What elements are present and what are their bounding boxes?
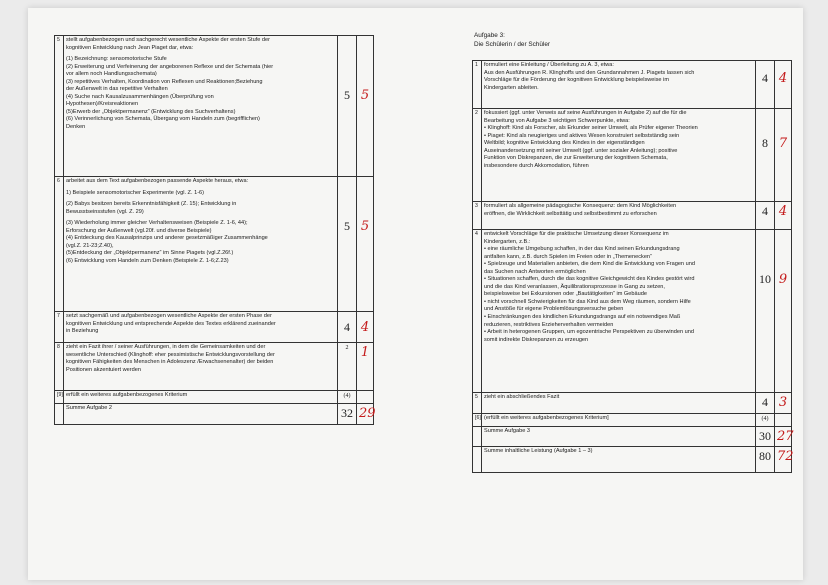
- criteria-line: formuliert eine Einleitung / Überleitung zu A. 3, etwa:: [484, 62, 614, 68]
- awarded-points-cell: [775, 447, 792, 473]
- awarded-points-cell: [775, 109, 792, 202]
- max-points-cell: [338, 404, 357, 425]
- criteria-line: arbeitet aus dem Text aufgabenbezogen passende Aspekte heraus, etwa:: [66, 178, 249, 184]
- awarded-points: 9: [778, 272, 788, 287]
- criteria-text: [64, 404, 338, 425]
- max-points-cell: [756, 61, 775, 109]
- criteria-row: [473, 202, 792, 230]
- awarded-points-cell: [357, 36, 374, 177]
- criteria-line: • Situationen schaffen, durch die das kognitive Gleichgewicht des Kindes gestört wird: [484, 276, 695, 283]
- criteria-number: 4: [473, 230, 482, 393]
- max-points-cell: [756, 426, 775, 447]
- criteria-line: formuliert als allgemeine pädagogische Konsequenz: dem Kind Möglichkeiten: [484, 203, 677, 209]
- criteria-row: [473, 230, 792, 393]
- awarded-points-cell: [775, 393, 792, 414]
- criteria-number: 1: [473, 61, 482, 109]
- criteria-line: und Anstöße für eigene Problemlösungsversuche geben: [484, 306, 624, 313]
- criteria-line: setzt sachgemäß und aufgabenbezogen wesentliche Aspekte der ersten Phase der: [66, 313, 272, 319]
- criteria-row: [55, 343, 374, 391]
- max-points: 4: [762, 395, 768, 409]
- criteria-row: [55, 36, 374, 177]
- criteria-text: [482, 230, 756, 393]
- awarded-points: 4: [778, 204, 788, 219]
- awarded-points-cell: [357, 404, 374, 425]
- max-points-cell: [756, 202, 775, 230]
- criteria-line: beispielsweise bei Exkursionen oder „Bautätigkeiten“ im Gebäude: [484, 291, 647, 298]
- awarded-points: 5: [360, 219, 370, 234]
- criteria-number: 8: [55, 343, 64, 391]
- criteria-line: Summe Aufgabe 2: [66, 405, 113, 411]
- criteria-line: und die das Kind veranlassen, Äquilibrationsprozesse in Gang zu setzen,: [484, 283, 665, 290]
- criteria-line: (erfüllt ein weiteres aufgabenbezogenes Kriterium]: [484, 414, 609, 421]
- criteria-number: [473, 447, 482, 473]
- criteria-line: eröffnen, die Wirklichkeit selbsttätig und selbstbestimmt zu erforschen: [484, 210, 657, 217]
- task-3-subtitle: Die Schülerin / der Schüler: [474, 41, 551, 49]
- criteria-text: [64, 312, 338, 343]
- criteria-row: [473, 426, 792, 447]
- criteria-line: Weltbild; kognitive Entwicklung des Kindes in der eigenständigen: [484, 140, 645, 147]
- criteria-line: • Klinghoff: Kind als Forscher, als Erkunder seiner Umwelt, als Prüfer eigener Theorien: [484, 125, 698, 132]
- criteria-line: der Außenwelt in das repetitive Verhalten: [66, 86, 168, 93]
- criteria-text: [482, 393, 756, 414]
- criteria-line: erfüllt ein weiteres aufgabenbezogenes Kriterium: [66, 392, 188, 398]
- criteria-text: [482, 202, 756, 230]
- awarded-points: 29: [359, 406, 376, 421]
- awarded-points-cell: [775, 230, 792, 393]
- criteria-line: (5)Erwerb der „Objektpermanenz“ (Entwicklung des Suchverhaltens): [66, 108, 236, 115]
- criteria-line: Summe Aufgabe 3: [484, 427, 531, 434]
- awarded-points: 27: [777, 428, 794, 444]
- max-points-cell: [338, 312, 357, 343]
- criteria-line: Aus den Ausführungen R. Klinghoffs und den Grundannahmen J. Piagets lassen sich: [484, 69, 695, 76]
- criteria-line: Hypothesen)/Kreisreaktionen: [66, 101, 139, 108]
- criteria-line: (6) Entwicklung vom Handeln zum Denken (Beispiele Z. 1-6;Z.23): [66, 257, 229, 264]
- left-criteria-table: [54, 35, 374, 425]
- max-points: 80: [759, 449, 771, 464]
- criteria-number: [9]: [55, 391, 64, 404]
- max-points-cell: [338, 177, 357, 312]
- criteria-line: 1) Beispiele sensomotorischer Experimente (vgl. Z. 1-6): [66, 189, 205, 196]
- criteria-number: 3: [473, 202, 482, 230]
- criteria-row: [473, 109, 792, 202]
- criteria-line: Summe inhaltliche Leistung (Aufgabe 1 – 3): [484, 448, 593, 455]
- task-3-title: Aufgabe 3:: [474, 32, 505, 39]
- criteria-row: [473, 61, 792, 109]
- awarded-points: 1: [360, 345, 370, 360]
- max-points: 30: [759, 428, 771, 443]
- criteria-line: stellt aufgabenbezogen und sachgerecht wesentliche Aspekte der ersten Stufe der: [66, 37, 270, 43]
- criteria-line: • Einschränkungen des kindlichen Erkundungsdrangs auf ein notwendiges Maß: [484, 314, 681, 321]
- criteria-line: insbesondere durch Akkomodation, führen: [484, 162, 589, 169]
- criteria-text: [64, 36, 338, 177]
- awarded-points-cell: [357, 343, 374, 391]
- max-points: (4): [761, 415, 769, 422]
- criteria-line: Kindergarten, z.B.:: [484, 238, 531, 245]
- criteria-text: [482, 61, 756, 109]
- criteria-number: 6: [55, 177, 64, 312]
- criteria-line: kognitiven Entwicklung nach Jean Piaget dar, etwa:: [66, 44, 194, 51]
- criteria-row: [55, 404, 374, 425]
- criteria-line: • eine räumliche Umgebung schaffen, in der das Kind seinen Erkundungsdrang: [484, 246, 680, 253]
- awarded-points-cell: [357, 391, 374, 404]
- task-3-heading: [474, 31, 550, 50]
- max-points-cell: [338, 343, 357, 391]
- criteria-line: somit indirekte Diskrepanzen zu erzeugen: [484, 336, 589, 343]
- max-points: 4: [762, 204, 768, 218]
- criteria-line: reduzieren, restriktives Erzieherverhalten vermeiden: [484, 321, 614, 328]
- criteria-line: entwickelt Vorschläge für die praktische Umsetzung dieser Konsequenz im: [484, 231, 669, 237]
- criteria-line: (vgl.Z. 21-23;Z.40),: [66, 242, 114, 249]
- max-points-cell: [756, 230, 775, 393]
- criteria-line: Kindergarten ableiten.: [484, 84, 539, 91]
- criteria-line: (6) Verinnerlichung von Schemata, Übergang vom Handeln zum (begrifflichen): [66, 116, 260, 123]
- criteria-number: [55, 404, 64, 425]
- criteria-line: zieht ein abschließendes Fazit: [484, 394, 560, 400]
- criteria-line: Erforschung der Außenwelt (vgl.20f. und diverse Beispiele): [66, 227, 212, 234]
- criteria-line: (4) Entdeckung des Kausalprinzips und anderer gesetzmäßiger Zusammenhänge: [66, 235, 268, 242]
- max-points-cell: [338, 36, 357, 177]
- max-points: 8: [762, 136, 768, 150]
- criteria-text: [482, 413, 756, 426]
- criteria-text: [482, 426, 756, 447]
- criteria-line: Auseinandersetzung mit seiner Umwelt (ggf. unter sozialer Anleitung); positive: [484, 147, 678, 154]
- awarded-points-cell: [775, 426, 792, 447]
- criteria-line: • Arbeit in heterogenen Gruppen, um egozentrische Perspektiven zu überwinden und: [484, 329, 694, 336]
- max-points: 5: [344, 88, 350, 102]
- criteria-row: [473, 393, 792, 414]
- awarded-points-cell: [775, 202, 792, 230]
- criteria-number: 5: [55, 36, 64, 177]
- criteria-line: Denken: [66, 124, 86, 131]
- criteria-line: Vorschläge für die Förderung der kognitiven Entwicklung beispielsweise im: [484, 77, 670, 84]
- criteria-text: [482, 109, 756, 202]
- awarded-points: 5: [360, 88, 370, 103]
- max-points-cell: [756, 109, 775, 202]
- awarded-points-cell: [775, 413, 792, 426]
- criteria-line: das Suchen nach Antworten ermöglichen: [484, 268, 586, 275]
- criteria-line: (4) Suche nach Kausalzusammenhängen (Überprüfung von: [66, 93, 214, 100]
- criteria-number: [6]: [473, 413, 482, 426]
- criteria-line: Positionen akzentuiert werden: [66, 366, 141, 373]
- criteria-line: • Spielzeuge und Materialien anbieten, die dem Kind die Entwicklung von Fragen und: [484, 261, 695, 268]
- awarded-points: 4: [778, 71, 788, 86]
- criteria-row: [473, 413, 792, 426]
- criteria-number: 2: [473, 109, 482, 202]
- max-points-cell: [756, 413, 775, 426]
- criteria-number: 5: [473, 393, 482, 414]
- criteria-text: [64, 177, 338, 312]
- criteria-line: (3) Wiederholung immer gleicher Verhaltensweisen (Beispiele Z. 1-6, 44);: [66, 220, 248, 227]
- criteria-row: [55, 391, 374, 404]
- criteria-text: [482, 447, 756, 473]
- criteria-line: kognitiven Entwicklung und entsprechende Aspekte des Textes erklärend zueinander: [66, 320, 276, 327]
- max-points-cell: [756, 447, 775, 473]
- max-points: 4: [762, 71, 768, 85]
- criteria-line: (2) Babys besitzen bereits Erkenntnisfähigkeit (Z. 15); Entwicklung in: [66, 201, 237, 208]
- max-points: 10: [759, 272, 771, 286]
- criteria-line: (5)Entdeckung der „Objektpermanenz“ im Sinne Piagets (vgl.Z.26f.): [66, 250, 234, 257]
- criteria-row: [473, 447, 792, 473]
- criteria-line: • nicht vorschnell Schwierigkeiten für das Kind aus dem Weg räumen, sondern Hilfe: [484, 298, 691, 305]
- criteria-number: 7: [55, 312, 64, 343]
- criteria-text: [64, 391, 338, 404]
- criteria-line: kognitiven Fähigkeiten des Menschen in Adoleszenz /Erwachsenenalter) der beiden: [66, 359, 274, 366]
- max-points-cell: [756, 393, 775, 414]
- criteria-line: (3) repetitives Verhalten, Koordination von Reflexen und Reaktionen;Beziehung: [66, 78, 263, 85]
- max-points: (4): [343, 393, 351, 399]
- criteria-line: in Beziehung: [66, 328, 99, 335]
- criteria-number: [473, 426, 482, 447]
- criteria-line: antfalten kann, z.B. durch Spielen im Freien oder in „Themenecken“: [484, 253, 652, 260]
- criteria-line: (2) Erweiterung und Verfeinerung der angeborenen Reflexe und der Schemata (hier: [66, 63, 274, 70]
- criteria-line: fokussiert (ggf. unter Verweis auf seine Ausführungen in Aufgabe 2) auf die für die: [484, 110, 687, 116]
- answer-key-page: [28, 8, 803, 580]
- awarded-points-cell: [775, 61, 792, 109]
- criteria-line: Bewusstseinsstufen (vgl. Z. 29): [66, 208, 144, 215]
- awarded-points: 7: [778, 136, 788, 151]
- criteria-row: [55, 177, 374, 312]
- criteria-line: • Piaget: Kind als neugieriges und aktives Wesen konstruiert selbstständig sein: [484, 132, 680, 139]
- awarded-points: 72: [777, 449, 794, 465]
- max-points: 2: [345, 345, 349, 351]
- criteria-line: Funktion von Diskrepanzen, die zur Erweiterung der kognitiven Schemata,: [484, 155, 668, 162]
- criteria-line: Bearbeitung von Aufgabe 3 wichtigen Schwerpunkte, etwa:: [484, 117, 630, 124]
- criteria-line: (1) Bezeichnung: sensomotorische Stufe: [66, 56, 167, 63]
- awarded-points-cell: [357, 312, 374, 343]
- right-criteria-table: [472, 60, 792, 473]
- criteria-line: vor allem noch Handlungsschemata): [66, 71, 157, 78]
- awarded-points: 4: [360, 320, 370, 335]
- max-points: 4: [344, 320, 350, 334]
- awarded-points-cell: [357, 177, 374, 312]
- criteria-text: [64, 343, 338, 391]
- max-points: 5: [344, 219, 350, 233]
- max-points-cell: [338, 391, 357, 404]
- max-points: 32: [341, 406, 353, 420]
- criteria-row: [55, 312, 374, 343]
- criteria-line: wesentliche Unterschied (Klinghoff: eher pessimistische Entwicklungsvorstellung der: [66, 351, 275, 358]
- criteria-line: zieht ein Fazit ihrer / seiner Ausführungen, in dem die Gemeinsamkeiten und der: [66, 344, 266, 350]
- awarded-points: 3: [778, 395, 788, 410]
